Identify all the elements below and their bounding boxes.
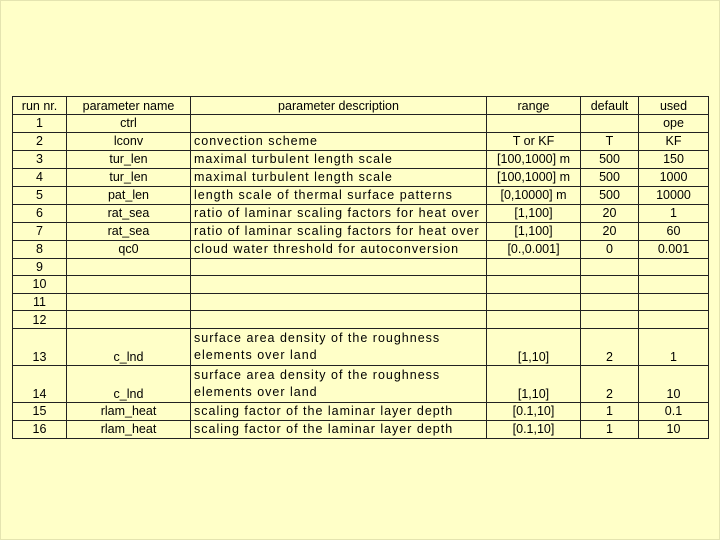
cell-range: [1,10]: [487, 328, 581, 365]
cell-default: [581, 115, 639, 133]
cell-parameter-description: surface area density of the roughness elements over land: [191, 365, 487, 402]
cell-parameter-description: cloud water threshold for autoconversion: [191, 240, 487, 258]
cell-range: [0.,0.001]: [487, 240, 581, 258]
table-header-row: [13, 97, 709, 115]
table-row: [13, 365, 709, 402]
cell-used: [639, 293, 709, 311]
cell-used: 1: [639, 204, 709, 222]
cell-run-nr: 8: [13, 240, 67, 258]
cell-default: 500: [581, 186, 639, 204]
cell-range: [487, 258, 581, 276]
header-used: used: [639, 97, 709, 115]
cell-used: [639, 258, 709, 276]
table-row: [13, 420, 709, 438]
cell-run-nr: 13: [13, 328, 67, 365]
cell-parameter-name: rlam_heat: [67, 420, 191, 438]
cell-run-nr: 6: [13, 204, 67, 222]
cell-run-nr: 9: [13, 258, 67, 276]
cell-parameter-name: rat_sea: [67, 222, 191, 240]
cell-default: 500: [581, 168, 639, 186]
cell-parameter-name: c_lnd: [67, 328, 191, 365]
cell-parameter-name: [67, 293, 191, 311]
cell-parameter-name: rat_sea: [67, 204, 191, 222]
cell-default: 1: [581, 402, 639, 420]
cell-range: [0.1,10]: [487, 402, 581, 420]
cell-parameter-description: maximal turbulent length scale: [191, 150, 487, 168]
table-row: [13, 150, 709, 168]
cell-default: 20: [581, 204, 639, 222]
cell-parameter-name: lconv: [67, 132, 191, 150]
table-row: [13, 240, 709, 258]
header-range: range: [487, 97, 581, 115]
cell-default: T: [581, 132, 639, 150]
cell-range: [100,1000] m: [487, 168, 581, 186]
table-row: [13, 293, 709, 311]
cell-run-nr: 4: [13, 168, 67, 186]
table-row: [13, 402, 709, 420]
cell-used: [639, 276, 709, 294]
cell-parameter-name: ctrl: [67, 115, 191, 133]
cell-default: 2: [581, 365, 639, 402]
cell-parameter-description: [191, 293, 487, 311]
cell-parameter-description: surface area density of the roughness elements over land: [191, 328, 487, 365]
table-body: [13, 115, 709, 439]
cell-used: ope: [639, 115, 709, 133]
cell-parameter-description: [191, 258, 487, 276]
cell-range: [487, 115, 581, 133]
cell-default: [581, 293, 639, 311]
cell-parameter-name: tur_len: [67, 168, 191, 186]
table-row: [13, 168, 709, 186]
cell-run-nr: 7: [13, 222, 67, 240]
cell-default: [581, 258, 639, 276]
cell-parameter-description: [191, 311, 487, 329]
cell-used: 1000: [639, 168, 709, 186]
cell-parameter-description: [191, 276, 487, 294]
cell-parameter-description: convection scheme: [191, 132, 487, 150]
cell-parameter-name: [67, 258, 191, 276]
table-row: [13, 186, 709, 204]
cell-used: 10000: [639, 186, 709, 204]
cell-run-nr: 14: [13, 365, 67, 402]
cell-parameter-name: rlam_heat: [67, 402, 191, 420]
table-row: [13, 204, 709, 222]
cell-used: 10: [639, 365, 709, 402]
cell-run-nr: 2: [13, 132, 67, 150]
cell-default: 500: [581, 150, 639, 168]
cell-default: 2: [581, 328, 639, 365]
cell-range: [100,1000] m: [487, 150, 581, 168]
cell-parameter-name: [67, 311, 191, 329]
cell-parameter-name: c_lnd: [67, 365, 191, 402]
header-parameter-name: parameter name: [67, 97, 191, 115]
cell-range: [0.1,10]: [487, 420, 581, 438]
cell-parameter-description: scaling factor of the laminar layer depth: [191, 420, 487, 438]
cell-parameter-name: [67, 276, 191, 294]
cell-default: [581, 311, 639, 329]
cell-run-nr: 16: [13, 420, 67, 438]
cell-parameter-description: length scale of thermal surface patterns: [191, 186, 487, 204]
table-row: [13, 328, 709, 365]
cell-run-nr: 1: [13, 115, 67, 133]
cell-default: 0: [581, 240, 639, 258]
cell-used: [639, 311, 709, 329]
table-row: [13, 276, 709, 294]
cell-range: [0,10000] m: [487, 186, 581, 204]
cell-parameter-description: maximal turbulent length scale: [191, 168, 487, 186]
cell-range: [487, 311, 581, 329]
header-parameter-description: parameter description: [191, 97, 487, 115]
cell-used: KF: [639, 132, 709, 150]
cell-range: [1,100]: [487, 222, 581, 240]
table-row: [13, 222, 709, 240]
cell-run-nr: 3: [13, 150, 67, 168]
cell-used: 10: [639, 420, 709, 438]
cell-default: [581, 276, 639, 294]
cell-parameter-description: scaling factor of the laminar layer depth: [191, 402, 487, 420]
cell-run-nr: 5: [13, 186, 67, 204]
cell-run-nr: 10: [13, 276, 67, 294]
cell-range: [487, 293, 581, 311]
cell-range: [1,10]: [487, 365, 581, 402]
cell-range: T or KF: [487, 132, 581, 150]
cell-parameter-name: tur_len: [67, 150, 191, 168]
table-row: [13, 132, 709, 150]
cell-used: 150: [639, 150, 709, 168]
cell-run-nr: 12: [13, 311, 67, 329]
cell-range: [487, 276, 581, 294]
header-default: default: [581, 97, 639, 115]
table-row: [13, 115, 709, 133]
cell-default: 1: [581, 420, 639, 438]
cell-parameter-description: ratio of laminar scaling factors for heat over: [191, 204, 487, 222]
cell-used: 0.1: [639, 402, 709, 420]
cell-parameter-description: [191, 115, 487, 133]
cell-run-nr: 11: [13, 293, 67, 311]
table-row: [13, 258, 709, 276]
cell-default: 20: [581, 222, 639, 240]
header-run-nr: run nr.: [13, 97, 67, 115]
cell-parameter-name: qc0: [67, 240, 191, 258]
cell-used: 0.001: [639, 240, 709, 258]
cell-used: 1: [639, 328, 709, 365]
cell-range: [1,100]: [487, 204, 581, 222]
table-row: [13, 311, 709, 329]
cell-run-nr: 15: [13, 402, 67, 420]
parameter-table: [12, 96, 709, 439]
cell-parameter-name: pat_len: [67, 186, 191, 204]
cell-parameter-description: ratio of laminar scaling factors for heat over: [191, 222, 487, 240]
cell-used: 60: [639, 222, 709, 240]
